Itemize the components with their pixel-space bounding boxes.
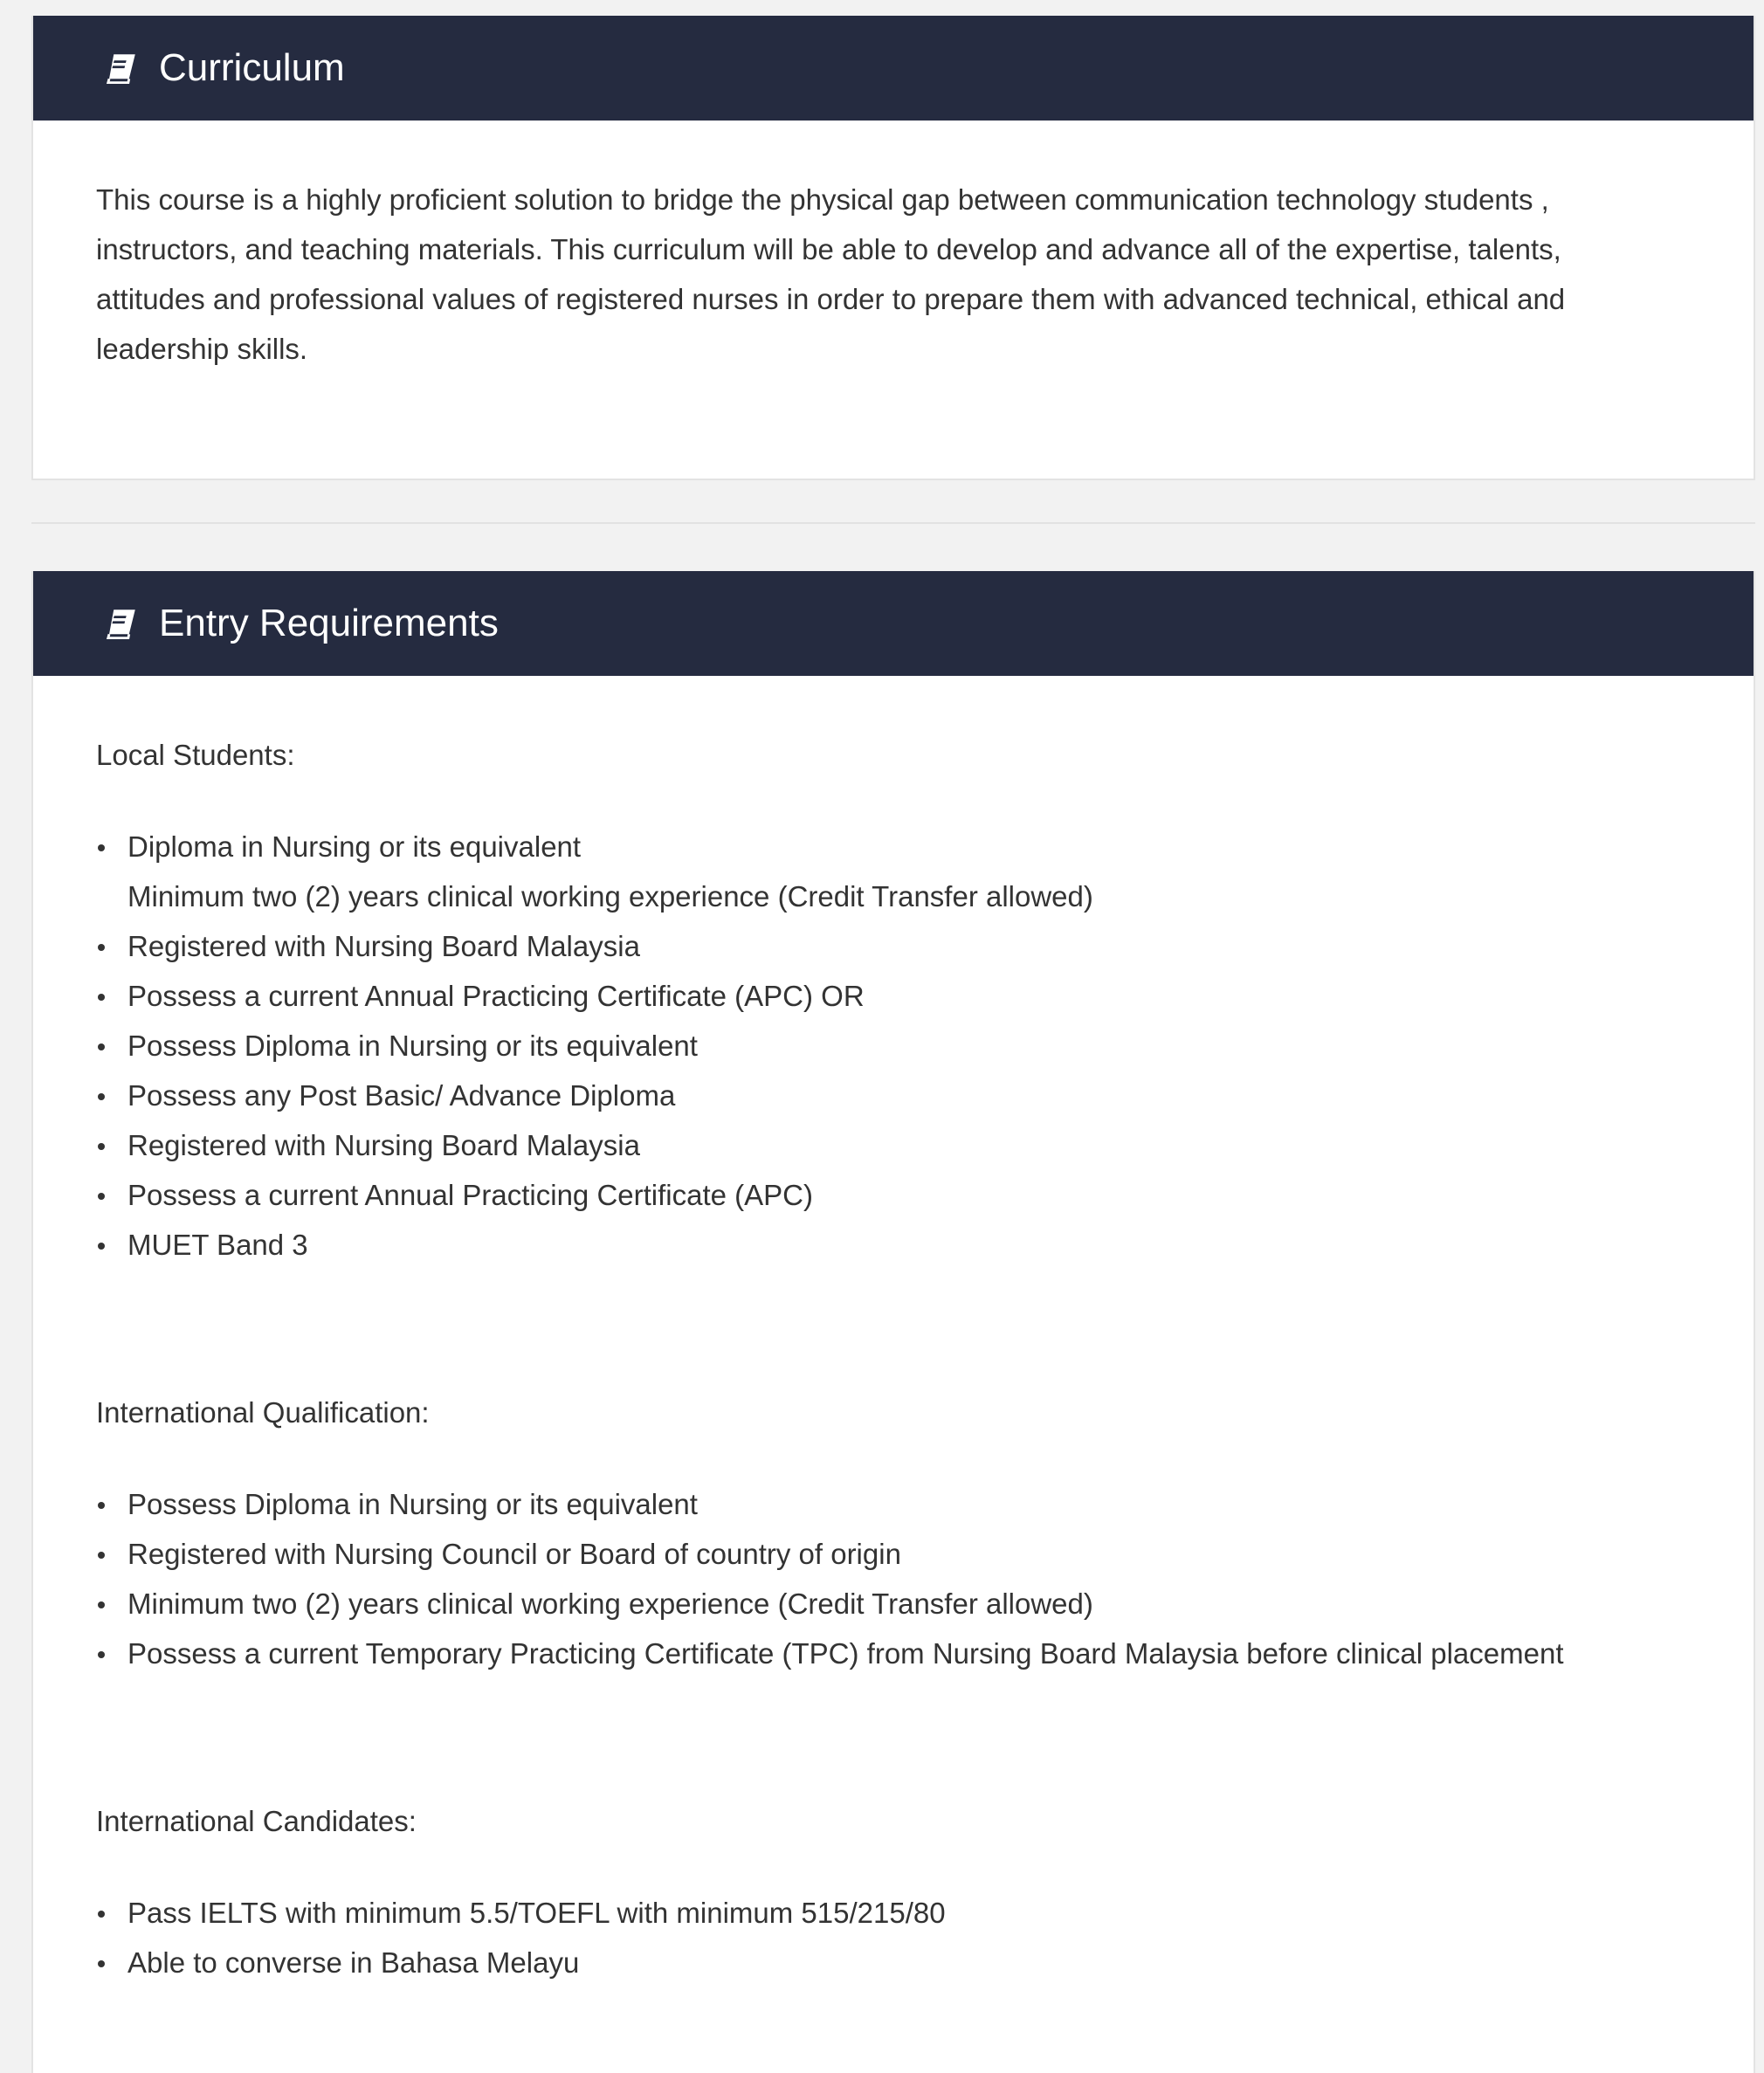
local-students-heading: Local Students:	[96, 739, 295, 771]
list-item: Possess a current Annual Practicing Certificate (APC)	[127, 1170, 1691, 1220]
list-item: Registered with Nursing Board Malaysia	[127, 921, 1691, 971]
curriculum-description: This course is a highly proficient solution to bridge the physical gap between communication technology students , instructors, and teaching materials. This curriculum will be able to develop and advance all of the expertise, talents, attitudes and professional values of registered nurses in order to prepare them with advanced technical, ethical and leadership skills.	[96, 183, 1566, 365]
list-item: Possess any Post Basic/ Advance Diploma	[127, 1071, 1691, 1120]
list-item: Possess a current Annual Practicing Certificate (APC) OR	[127, 971, 1691, 1021]
international-candidates-list	[96, 1888, 1691, 1987]
entry-requirements-title: Entry Requirements	[159, 602, 499, 644]
entry-requirements-body	[33, 676, 1754, 1987]
list-item-subtext: Minimum two (2) years clinical working experience (Credit Transfer allowed)	[127, 880, 1093, 913]
book-icon	[103, 605, 140, 642]
local-students-list	[96, 822, 1691, 1270]
entry-requirements-panel-header	[33, 571, 1754, 676]
international-qualification-heading: International Qualification:	[96, 1396, 430, 1429]
list-item-text: Diploma in Nursing or its equivalent	[127, 830, 582, 863]
international-candidates-heading: International Candidates:	[96, 1805, 417, 1837]
list-item: Pass IELTS with minimum 5.5/TOEFL with minimum 515/215/80	[127, 1888, 1691, 1938]
list-item: Possess a current Temporary Practicing Certificate (TPC) from Nursing Board Malaysia before clinical placement	[127, 1629, 1691, 1678]
list-item: Registered with Nursing Council or Board of country of origin	[127, 1529, 1691, 1579]
curriculum-panel	[31, 16, 1755, 480]
section-divider	[31, 522, 1755, 524]
international-qualification-list	[96, 1479, 1691, 1678]
list-item: MUET Band 3	[127, 1220, 1691, 1270]
curriculum-body	[33, 121, 1754, 374]
book-icon	[103, 50, 140, 86]
list-item: Minimum two (2) years clinical working experience (Credit Transfer allowed)	[127, 1579, 1691, 1629]
list-item: Possess Diploma in Nursing or its equivalent	[127, 1479, 1691, 1529]
curriculum-panel-header	[33, 16, 1754, 121]
list-item: Able to converse in Bahasa Melayu	[127, 1938, 1691, 1987]
list-item	[127, 822, 1691, 921]
entry-requirements-panel	[31, 571, 1755, 2073]
list-item: Registered with Nursing Board Malaysia	[127, 1120, 1691, 1170]
list-item: Possess Diploma in Nursing or its equivalent	[127, 1021, 1691, 1071]
curriculum-title: Curriculum	[159, 46, 345, 89]
